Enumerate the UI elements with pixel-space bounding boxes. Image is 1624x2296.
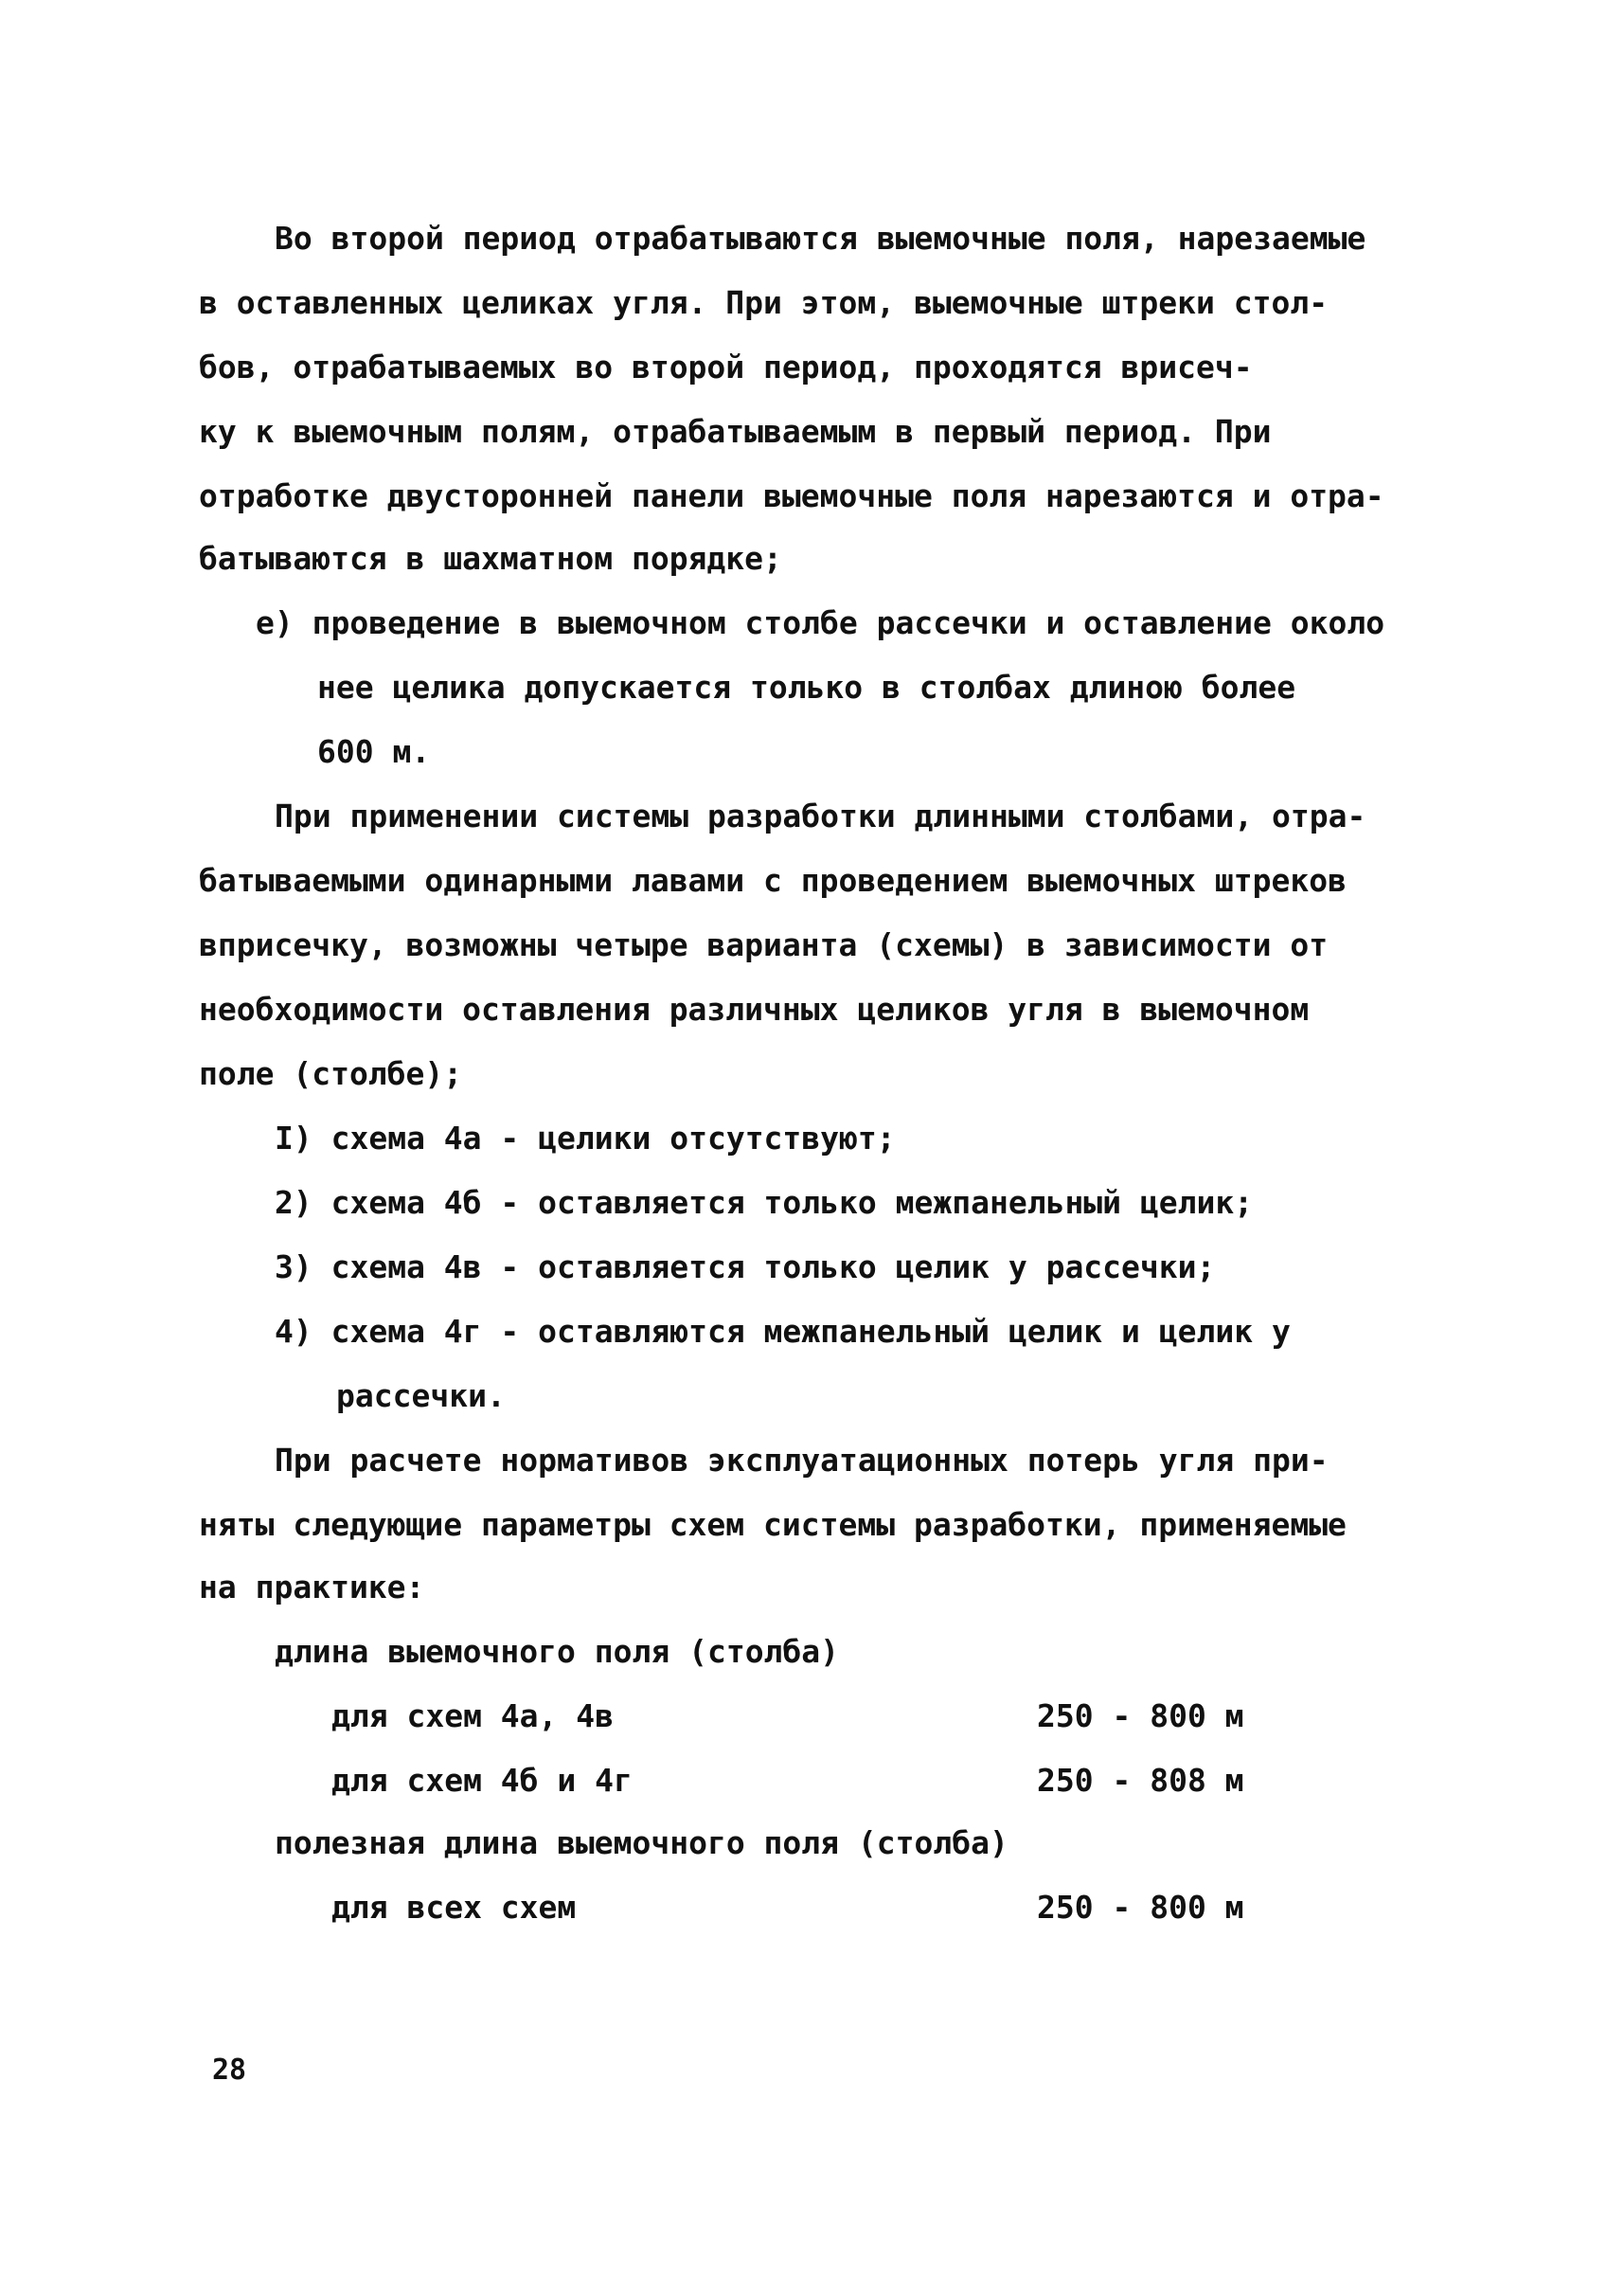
paragraph-3-line-1: При расчете нормативов эксплуатационных потерь угля при- bbox=[275, 1442, 1329, 1479]
param-row-value: 250 - 800 м bbox=[1037, 1889, 1244, 1926]
scheme-item-3: 3) схема 4в - оставляется только целик у рассечки; bbox=[275, 1248, 1216, 1285]
paragraph-1-line-2: в оставленных целиках угля. При этом, выемочные штреки стол- bbox=[199, 284, 1329, 321]
scheme-item-1: I) схема 4а - целики отсутствуют; bbox=[275, 1120, 896, 1157]
param-row-value: 250 - 800 м bbox=[1037, 1697, 1244, 1734]
paragraph-2-line-1: При применении системы разработки длинными столбами, отра- bbox=[275, 798, 1366, 834]
paragraph-1-line-6: батываются в шахматном порядке; bbox=[199, 540, 782, 577]
scheme-item-4-cont: рассечки. bbox=[336, 1377, 506, 1414]
scheme-item-4: 4) схема 4г - оставляются межпанельный целик и целик у bbox=[275, 1313, 1291, 1350]
paragraph-2-line-3: вприсечку, возможны четыре варианта (схемы) в зависимости от bbox=[199, 926, 1329, 963]
paragraph-1-line-1: Во второй период отрабатываются выемочные поля, нарезаемые bbox=[275, 220, 1366, 257]
item-e-line-2: нее целика допускается только в столбах длиною более bbox=[317, 669, 1296, 706]
paragraph-2-line-4: необходимости оставления различных целиков угля в выемочном bbox=[199, 991, 1310, 1028]
param-row-label: для схем 4б и 4г bbox=[331, 1762, 633, 1799]
param-useful-title: полезная длина выемочного поля (столба) bbox=[275, 1824, 1008, 1861]
paragraph-3-line-3: на практике: bbox=[199, 1569, 425, 1605]
item-e-line-1: е) проведение в выемочном столбе рассечки и оставление около bbox=[256, 604, 1385, 641]
paragraph-2-line-5: поле (столбе); bbox=[199, 1055, 463, 1092]
param-row-value: 250 - 808 м bbox=[1037, 1762, 1244, 1799]
item-e-line-3: 600 м. bbox=[317, 733, 431, 770]
param-row-label: для всех схем bbox=[331, 1889, 577, 1926]
paragraph-2-line-2: батываемыми одинарными лавами с проведением выемочных штреков bbox=[199, 862, 1347, 899]
param-row-label: для схем 4а, 4в bbox=[331, 1697, 615, 1734]
scheme-item-2: 2) схема 4б - оставляется только межпанельный целик; bbox=[275, 1184, 1254, 1221]
paragraph-1-line-5: отработке двусторонней панели выемочные поля нарезаются и отра- bbox=[199, 477, 1384, 514]
paragraph-3-line-2: няты следующие параметры схем системы разработки, применяемые bbox=[199, 1506, 1347, 1543]
paragraph-1-line-3: бов, отрабатываемых во второй период, проходятся врисеч- bbox=[199, 349, 1253, 386]
page-number: 28 bbox=[212, 2054, 247, 2087]
param-length-title: длина выемочного поля (столба) bbox=[275, 1633, 840, 1670]
paragraph-1-line-4: ку к выемочным полям, отрабатываемым в первый период. При bbox=[199, 413, 1272, 450]
